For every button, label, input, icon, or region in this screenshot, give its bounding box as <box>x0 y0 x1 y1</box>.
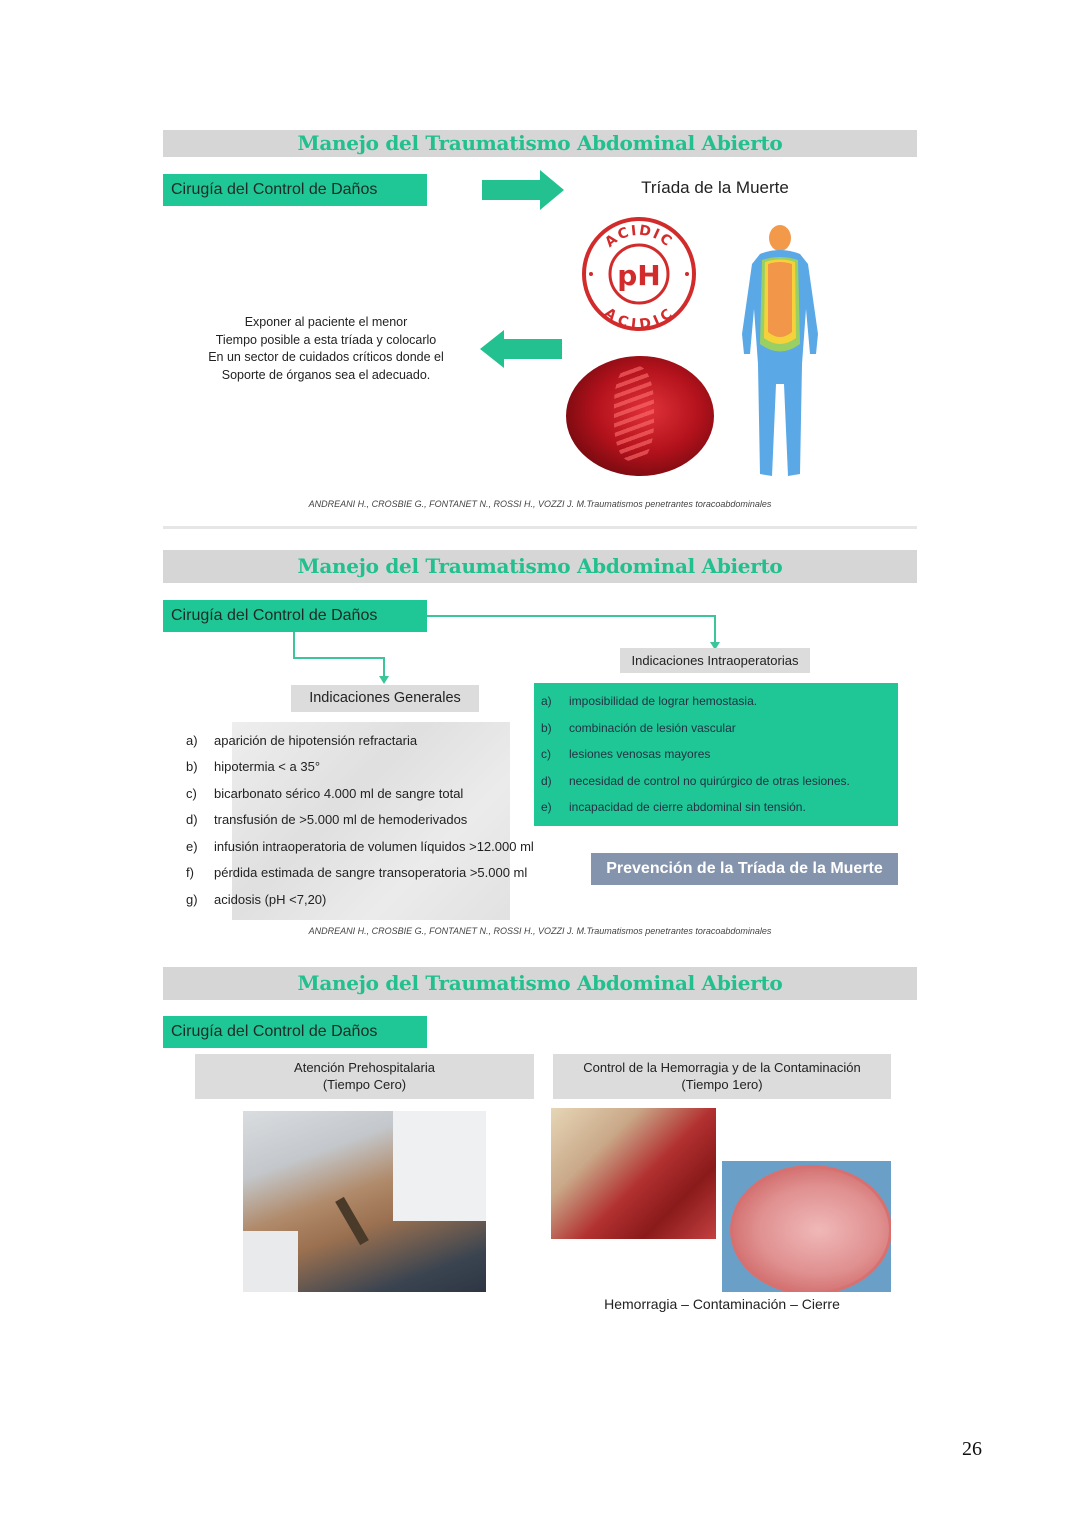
note-line: Tiempo posible a esta tríada y colocarlo <box>215 332 437 347</box>
slide3-tag: Cirugía del Control de Daños <box>163 1016 427 1048</box>
right-arrow-icon <box>482 170 564 210</box>
phase-one-title: Control de la Hemorragia y de la Contaminación <box>583 1060 861 1075</box>
list-item: b) combinación de lesión vascular <box>541 720 736 735</box>
note-line: Exponer al paciente el menor <box>244 315 408 329</box>
slide1-citation: ANDREANI H., CROSBIE G., FONTANET N., ROSSI H., VOZZI J. M.Traumatismos penetrantes toracoabdominales <box>308 499 772 509</box>
slide3-title-bar <box>163 967 917 1000</box>
list-item: a) aparición de hipotensión refractaria <box>186 732 418 748</box>
list-item: e) infusión intraoperatoria de volumen líquidos >12.000 ml <box>186 838 534 854</box>
list-item: g) acidosis (pH <7,20) <box>186 891 327 907</box>
slide2-title: Manejo del Traumatismo Abdominal Abierto <box>297 554 783 578</box>
general-indications-list <box>186 727 566 913</box>
hemorrhage-surgery-photo <box>551 1108 716 1239</box>
intraop-indications-label: Indicaciones Intraoperatorias <box>620 648 810 673</box>
slide-divider <box>163 526 917 529</box>
blood-cells-image <box>566 356 714 476</box>
triad-note <box>190 314 462 384</box>
phase-one-subtitle: (Tiempo 1ero) <box>681 1077 763 1092</box>
list-item: c) lesiones venosas mayores <box>541 747 711 762</box>
slide1-tag: Cirugía del Control de Daños <box>163 174 427 206</box>
general-indications-label: Indicaciones Generales <box>291 685 479 712</box>
list-item: b) hipotermia < a 35° <box>186 759 321 775</box>
slide2-title-bar <box>163 550 917 583</box>
acidic-ph-stamp-icon <box>580 216 698 332</box>
svg-text:pH: pH <box>617 259 661 292</box>
abdominal-closure-photo <box>722 1161 891 1292</box>
intraop-indications-box <box>534 683 898 826</box>
slide3-title: Manejo del Traumatismo Abdominal Abierto <box>297 971 783 995</box>
phase-zero-subtitle: (Tiempo Cero) <box>322 1077 407 1092</box>
svg-text:ACIDIC: ACIDIC <box>601 305 677 332</box>
slide1-title-bar <box>163 130 917 157</box>
phase-one-label <box>553 1054 891 1099</box>
prevention-triad-banner: Prevención de la Tríada de la Muerte <box>591 853 898 885</box>
prehospital-patient-photo <box>243 1111 486 1292</box>
list-item: a) imposibilidad de lograr hemostasia. <box>541 694 758 709</box>
left-arrow-icon <box>480 330 562 368</box>
note-line: Soporte de órganos sea el adecuado. <box>221 367 431 382</box>
phase-zero-title: Atención Prehospitalaria <box>294 1060 435 1075</box>
list-item: d) transfusión de >5.000 ml de hemoderivados <box>186 812 468 828</box>
triad-label: Tríada de la Muerte <box>641 178 789 197</box>
list-item: e) incapacidad de cierre abdominal sin tensión. <box>541 800 806 815</box>
phase-zero-label <box>195 1054 534 1099</box>
note-line: En un sector de cuidados críticos donde el <box>208 350 444 364</box>
list-item: d) necesidad de control no quirúrgico de otras lesiones. <box>541 773 850 788</box>
svg-text:ACIDIC: ACIDIC <box>602 222 676 251</box>
slide2-citation: ANDREANI H., CROSBIE G., FONTANET N., ROSSI H., VOZZI J. M.Traumatismos penetrantes toracoabdominales <box>308 926 772 936</box>
list-item: f) pérdida estimada de sangre transoperatoria >5.000 ml <box>186 865 528 881</box>
page-number: 26 <box>962 1438 982 1460</box>
slide2-tag: Cirugía del Control de Daños <box>163 600 427 632</box>
phase-caption: Hemorragia – Contaminación – Cierre <box>604 1296 840 1312</box>
list-item: c) bicarbonato sérico 4.000 ml de sangre total <box>186 785 464 801</box>
body-temperature-figure-icon <box>738 224 822 482</box>
slide1-title: Manejo del Traumatismo Abdominal Abierto <box>297 131 783 155</box>
